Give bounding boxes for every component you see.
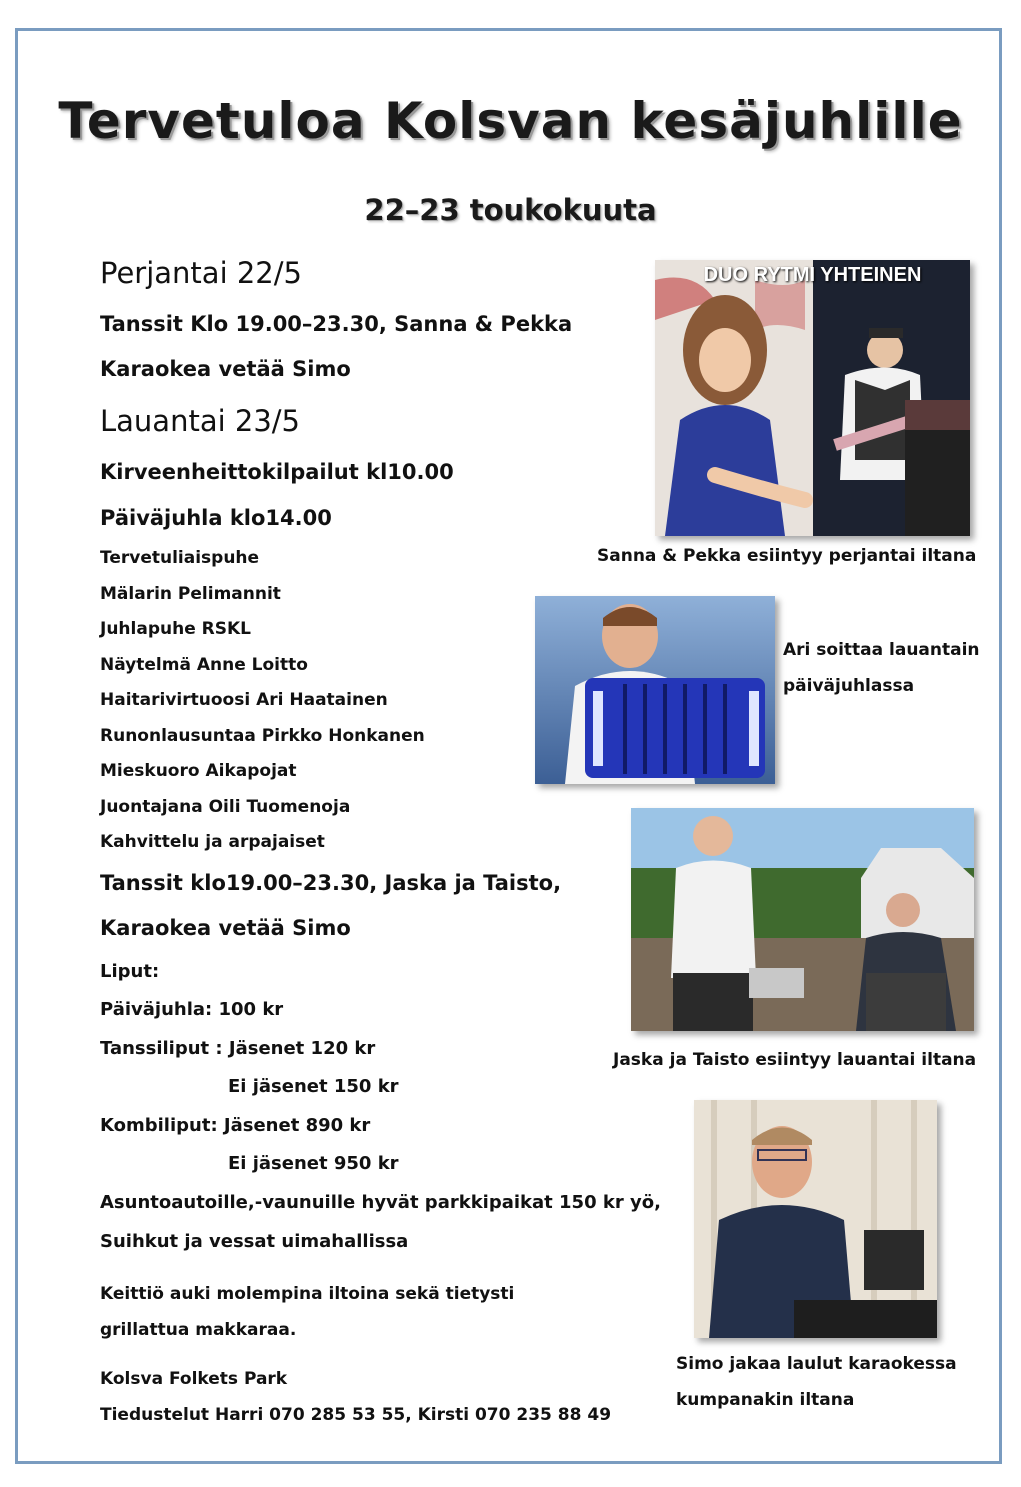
contact-info: Tiedustelut Harri 070 285 53 55, Kirsti 070 235 88 49 (100, 1405, 612, 1425)
friday-dances: Tanssit Klo 19.00–23.30, Sanna & Pekka (100, 312, 573, 336)
ari-caption-line2: päiväjuhlassa (783, 676, 915, 696)
kitchen-info: Keittiö auki molempina iltoina sekä tietysti (100, 1284, 515, 1304)
page-title: Tervetuloa Kolsvan kesäjuhlille (58, 92, 963, 150)
jaska-taisto-photo (631, 808, 974, 1031)
simo-photo (694, 1100, 937, 1338)
ticket-dance-nonmembers: Ei jäsenet 150 kr (228, 1076, 399, 1097)
ari-caption-line1: Ari soittaa lauantain (783, 640, 980, 660)
parking-info: Asuntoautoille,-vaunuille hyvät parkkipaikat 150 kr yö, (100, 1192, 661, 1213)
ari-photo (535, 596, 775, 784)
saturday-karaoke: Karaokea vetää Simo (100, 916, 351, 940)
simo-caption-line2: kumpanakin iltana (676, 1390, 855, 1410)
program-item: Juontajana Oili Tuomenoja (100, 797, 351, 817)
program-item: Näytelmä Anne Loitto (100, 655, 308, 675)
ticket-dance-members: Tanssiliput : Jäsenet 120 kr (100, 1038, 376, 1059)
day-festival: Päiväjuhla klo14.00 (100, 506, 332, 530)
ticket-combo-nonmembers: Ei jäsenet 950 kr (228, 1153, 399, 1174)
program-item: Mälarin Pelimannit (100, 584, 281, 604)
program-item: Tervetuliaispuhe (100, 548, 260, 568)
axe-throwing: Kirveenheittokilpailut kl10.00 (100, 460, 454, 484)
kitchen-info-cont: grillattua makkaraa. (100, 1320, 297, 1340)
friday-heading: Perjantai 22/5 (100, 256, 302, 290)
friday-karaoke: Karaokea vetää Simo (100, 357, 351, 381)
program-item: Juhlapuhe RSKL (100, 619, 251, 639)
event-dates: 22–23 toukokuuta (364, 193, 657, 227)
ticket-combo-members: Kombiliput: Jäsenet 890 kr (100, 1115, 371, 1136)
program-item: Haitarivirtuoosi Ari Haatainen (100, 690, 388, 710)
saturday-heading: Lauantai 23/5 (100, 404, 300, 438)
ticket-day: Päiväjuhla: 100 kr (100, 999, 284, 1020)
duo-caption: Sanna & Pekka esiintyy perjantai iltana (597, 546, 977, 566)
duo-photo (655, 260, 970, 536)
venue-name: Kolsva Folkets Park (100, 1369, 288, 1389)
saturday-dances: Tanssit klo19.00–23.30, Jaska ja Taisto, (100, 871, 562, 895)
showers-info: Suihkut ja vessat uimahallissa (100, 1231, 409, 1252)
program-item: Runonlausuntaa Pirkko Honkanen (100, 726, 425, 746)
program-item: Kahvittelu ja arpajaiset (100, 832, 325, 852)
simo-caption-line1: Simo jakaa laulut karaokessa (676, 1354, 957, 1374)
jaska-taisto-caption: Jaska ja Taisto esiintyy lauantai iltana (613, 1050, 977, 1070)
program-item: Mieskuoro Aikapojat (100, 761, 297, 781)
tickets-heading: Liput: (100, 961, 160, 982)
duo-photo-label: DUO RYTMI YHTEINEN (703, 264, 922, 286)
